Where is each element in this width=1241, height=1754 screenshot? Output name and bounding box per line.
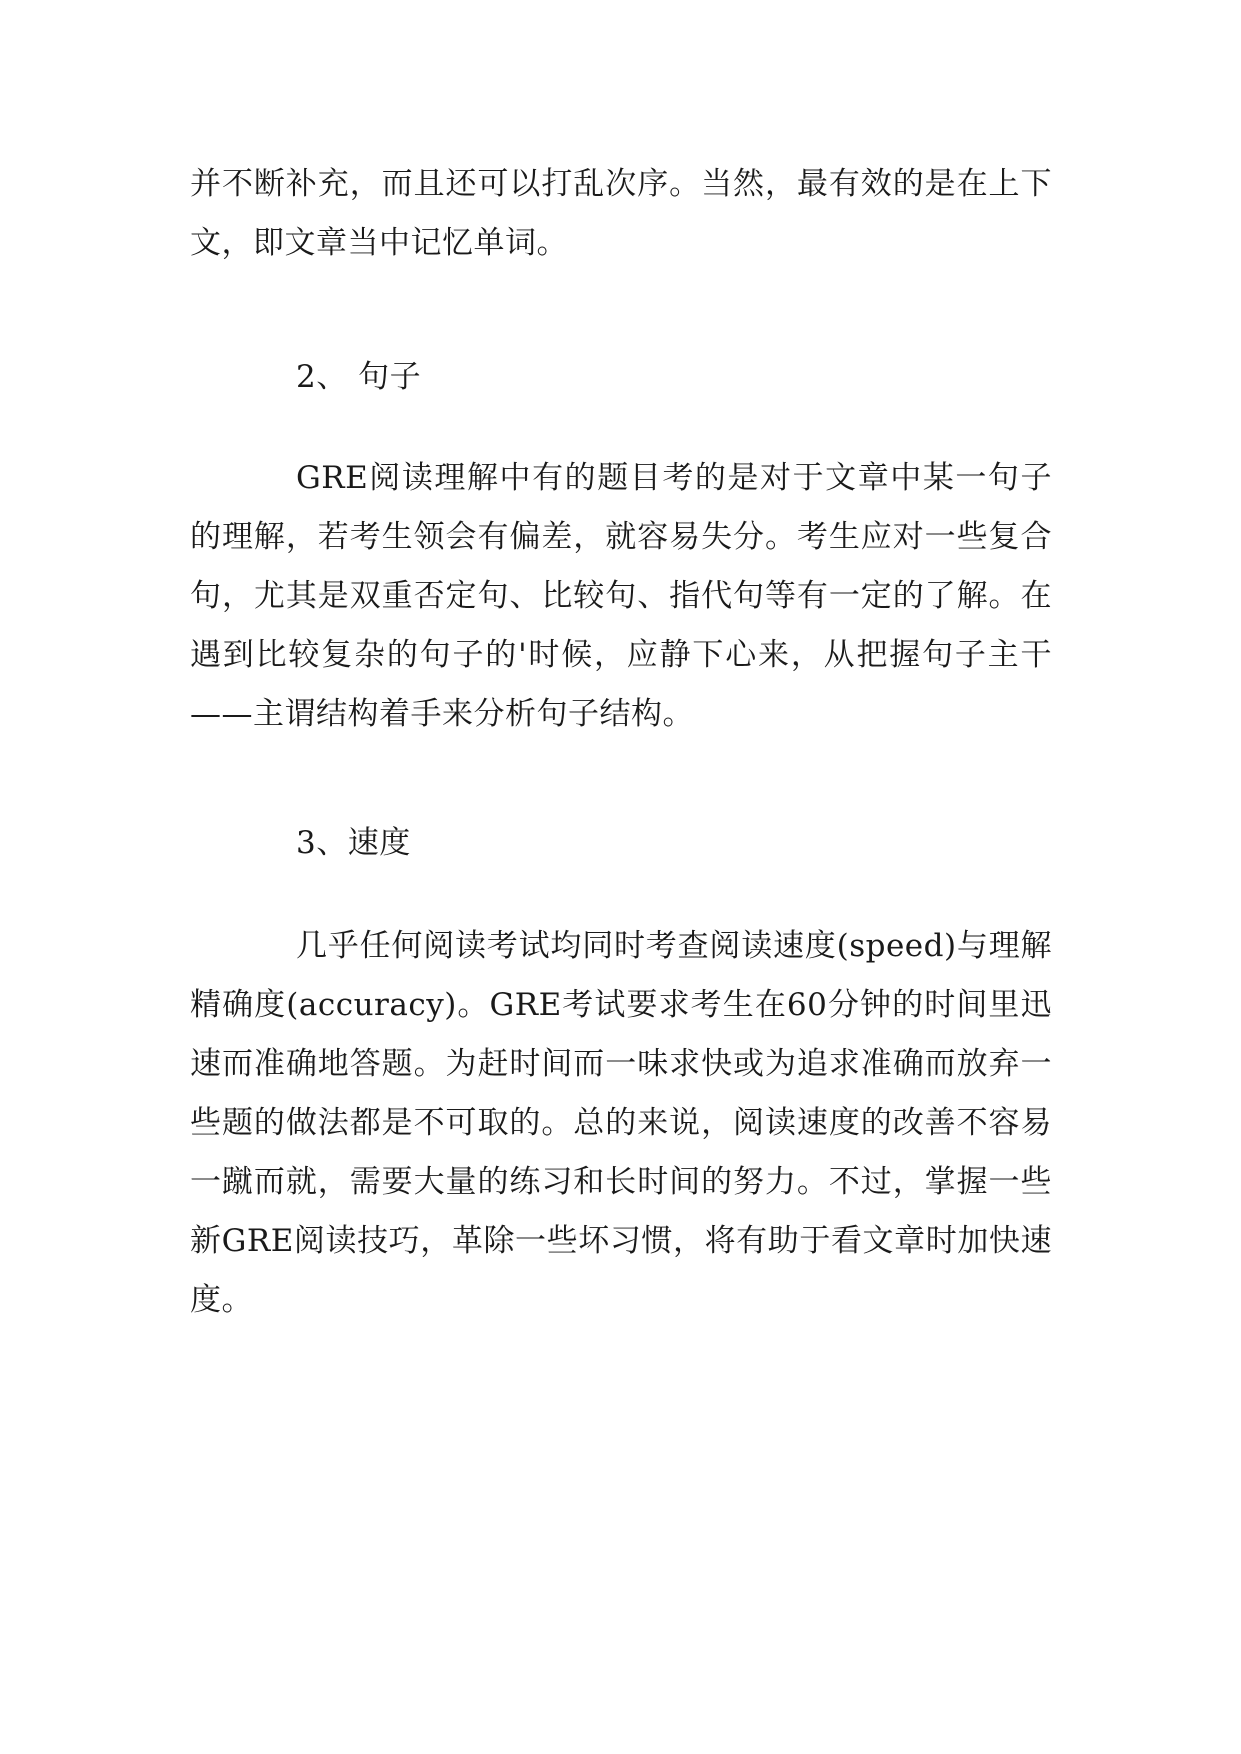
section-heading-speed: 3、速度 xyxy=(296,825,411,861)
paragraph-sentences: GRE阅读理解中有的题目考的是对于文章中某一句子的理解，若考生领会有偏差，就容易失分。考生应对一些复合句，尤其是双重否定句、比较句、指代句等有一定的了解。在遇到比较复杂的句子的'时候，应静下心来，从把握句子主干——主谓结构着手来分析句子结构。 xyxy=(190,460,1052,732)
paragraph-continued: 并不断补充，而且还可以打乱次序。当然，最有效的是在上下文，即文章当中记忆单词。 xyxy=(190,166,1052,261)
section-heading-sentences: 2、 句子 xyxy=(296,359,422,395)
paragraph-speed: 几乎任何阅读考试均同时考查阅读速度(speed)与理解精确度(accuracy)。GRE考试要求考生在60分钟的时间里迅速而准确地答题。为赶时间而一味求快或为追求准确而放弃一些题的做法都是不可取的。总的来说，阅读速度的改善不容易一蹴而就，需要大量的练习和长时间的努力。不过，掌握一些新GRE阅读技巧，革除一些坏习惯，将有助于看文章时加快速度。 xyxy=(190,928,1052,1318)
